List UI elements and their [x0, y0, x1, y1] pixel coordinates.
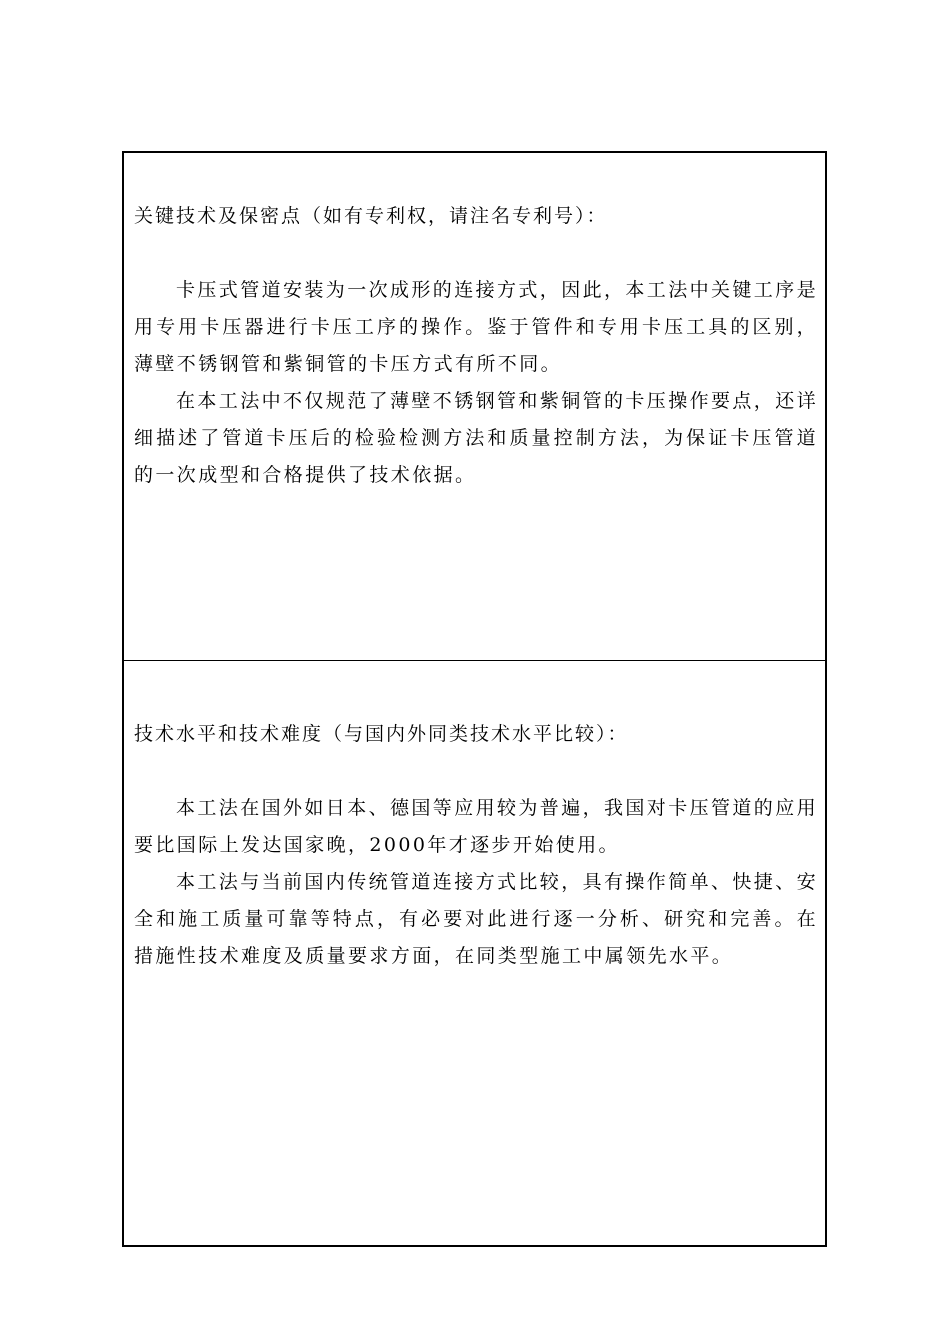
key-technology-body	[134, 272, 818, 494]
technical-level-paragraph-1: 本工法在国外如日本、德国等应用较为普遍，我国对卡压管道的应用要比国际上发达国家晚，2000年才逐步开始使用。	[134, 797, 819, 856]
technical-level-section	[124, 662, 825, 1245]
key-technology-paragraph-1: 卡压式管道安装为一次成形的连接方式，因此，本工法中关键工序是用专用卡压器进行卡压工序的操作。鉴于管件和专用卡压工具的区别，薄壁不锈钢管和紫铜管的卡压方式有所不同。	[134, 279, 819, 375]
form-table	[122, 151, 827, 1247]
key-technology-heading: 关键技术及保密点（如有专利权，请注名专利号）：	[134, 205, 608, 227]
key-technology-paragraph-2: 在本工法中不仅规范了薄壁不锈钢管和紫铜管的卡压操作要点，还详细描述了管道卡压后的检验检测方法和质量控制方法，为保证卡压管道的一次成型和合格提供了技术依据。	[134, 390, 819, 486]
technical-level-paragraph-2: 本工法与当前国内传统管道连接方式比较，具有操作简单、快捷、安全和施工质量可靠等特点，有必要对此进行逐一分析、研究和完善。在措施性技术难度及质量要求方面，在同类型施工中属领先水平。	[134, 871, 819, 967]
key-technology-section	[124, 153, 825, 661]
technical-level-heading: 技术水平和技术难度（与国内外同类技术水平比较）：	[134, 723, 629, 745]
technical-level-body	[134, 790, 818, 975]
